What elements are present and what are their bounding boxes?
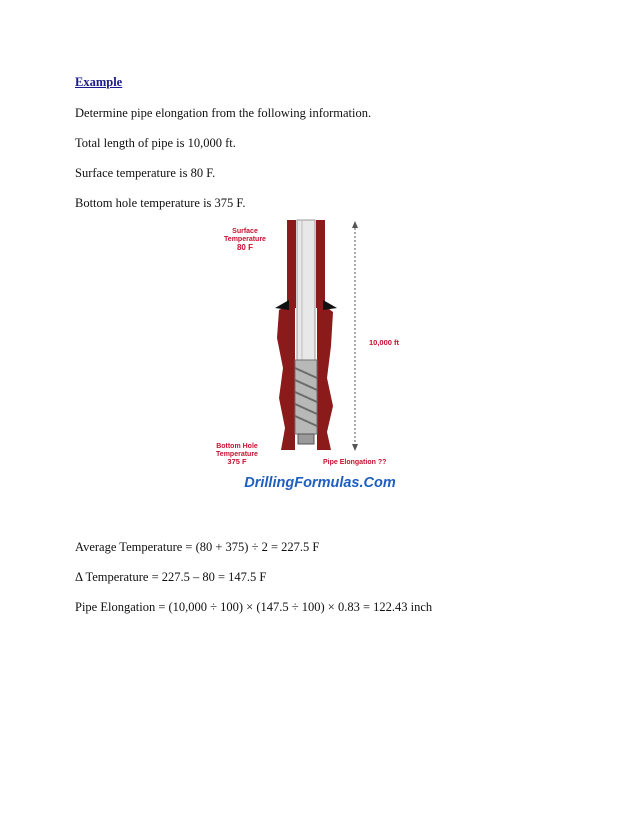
example-heading: Example <box>75 75 123 89</box>
brand-logo: DrillingFormulas.Com <box>244 475 396 491</box>
pipe-elongation-label: Pipe Elongation ?? <box>323 459 387 466</box>
given-pipe-length: Total length of pipe is 10,000 ft. <box>75 136 236 150</box>
intro-text: Determine pipe elongation from the following information. <box>75 106 372 120</box>
bottom-label-line1: Bottom Hole <box>216 443 258 450</box>
surface-temp-value: 80 F <box>236 243 254 252</box>
length-label: 10,000 ft <box>369 338 400 347</box>
surface-label-line1: Surface <box>232 228 258 235</box>
bottom-label-line2: Temperature <box>216 451 258 458</box>
delta-temperature-line: Δ Temperature = 227.5 – 80 = 147.5 F <box>75 570 267 584</box>
pipe-elongation-line: Pipe Elongation = (10,000 ÷ 100) × (147.5 ÷ 100) × 0.83 = 122.43 inch <box>75 600 433 614</box>
given-bottom-hole-temperature: Bottom hole temperature is 375 F. <box>75 196 246 210</box>
bottom-temp-value: 375 F <box>227 457 247 466</box>
drill-pipe <box>295 220 317 444</box>
pipe-elongation-diagram <box>205 218 435 496</box>
length-dimension-arrow <box>352 221 358 451</box>
average-temperature-line: Average Temperature = (80 + 375) ÷ 2 = 227.5 F <box>75 540 320 554</box>
surface-label-line2: Temperature <box>224 236 266 243</box>
given-surface-temperature: Surface temperature is 80 F. <box>75 166 216 180</box>
